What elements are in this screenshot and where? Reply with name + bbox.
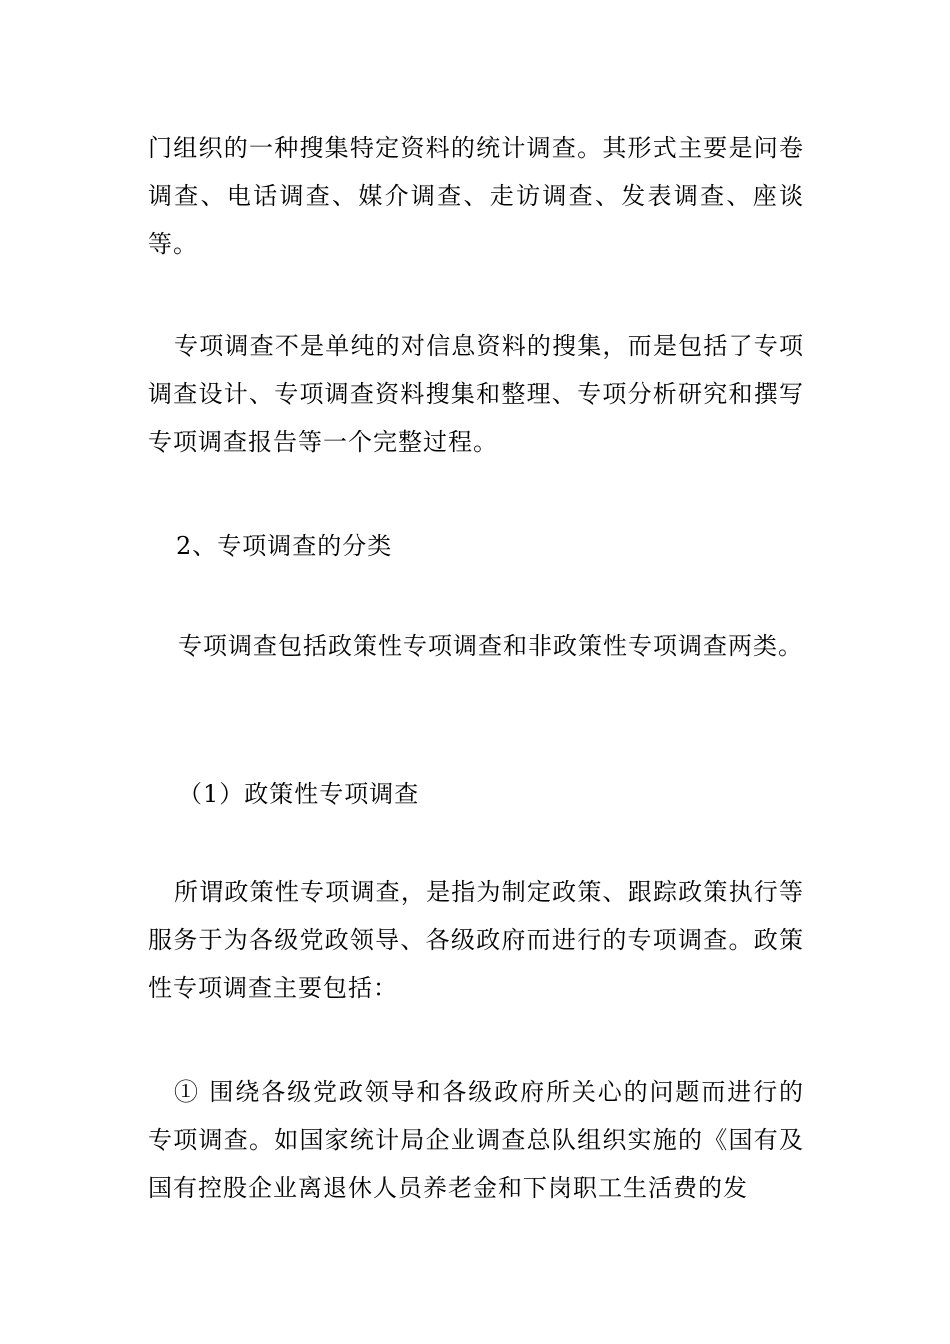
body-paragraph: 专项调查不是单纯的对信息资料的搜集，而是包括了专项调查设计、专项调查资料搜集和整理、专项分析研究和撰写专项调查报告等一个完整过程。 xyxy=(148,332,804,456)
section-heading: 2、专项调查的分类 xyxy=(176,532,393,560)
list-item-paragraph: ① 围绕各级党政领导和各级政府所关心的问题而进行的专项调查。如国家统计局企业调查总队组织实施的《国有及国有控股企业离退休人员养老金和下岗职工生活费的发 xyxy=(148,1078,804,1202)
body-paragraph: 专项调查包括政策性专项调查和非政策性专项调查两类。 xyxy=(178,632,803,660)
body-paragraph: 门组织的一种搜集特定资料的统计调查。其形式主要是问卷调查、电话调查、媒介调查、走访调查、发表调查、座谈等。 xyxy=(148,134,804,258)
body-paragraph: 所谓政策性专项调查，是指为制定政策、跟踪政策执行等服务于为各级党政领导、各级政府而进行的专项调查。政策性专项调查主要包括： xyxy=(148,878,804,1002)
subsection-heading: （1）政策性专项调查 xyxy=(178,780,420,808)
